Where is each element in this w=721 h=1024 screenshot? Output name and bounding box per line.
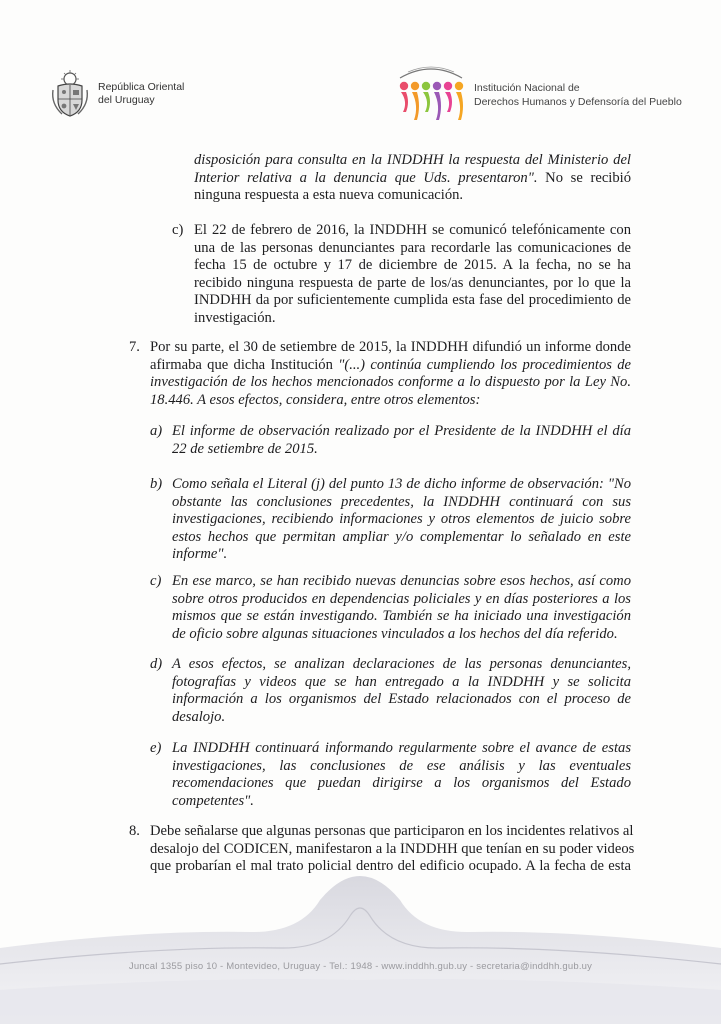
- text-line: [194, 170, 631, 188]
- item-7a: [172, 423, 631, 458]
- logo-figure-body: [445, 92, 452, 112]
- text-line: investigaciones, recibiendo informaciones y otros elementos de juicio sobre: [172, 511, 631, 528]
- item-7d-label: d): [150, 656, 163, 672]
- continuation-paragraph: [194, 152, 631, 205]
- logo-figure-head: [422, 82, 430, 90]
- text-line: competentes".: [172, 792, 254, 809]
- logo-figure-head: [455, 82, 463, 90]
- text-line: INDDHH da por suficientemente cumplida esta fase del procedimiento de: [194, 292, 631, 309]
- item-7b-label: b): [150, 476, 163, 492]
- paragraph-8-label: 8.: [129, 823, 140, 839]
- text-line: El informe de observación realizado por el Presidente de la INDDHH el día: [172, 423, 631, 439]
- logo-figure-body: [434, 92, 441, 120]
- footer-address: Juncal 1355 piso 10 - Montevideo, Uruguay - Tel.: 1948 - www.inddhh.gub.uy - secretaria@inddhh.gub.uy: [128, 961, 593, 972]
- item-7c: [172, 573, 631, 643]
- text-line: desalojo.: [172, 708, 226, 725]
- logo-figure-head: [433, 82, 441, 90]
- text-line: 18.446. A esos efectos, considera, entre otros elementos:: [150, 391, 481, 408]
- text-line: En ese marco, se han recibido nuevas denuncias sobre esos hechos, así como: [172, 573, 631, 589]
- text-line: informe".: [172, 546, 228, 563]
- text-line: ninguna respuesta a esta nueva comunicación.: [194, 187, 464, 204]
- header-right-line1: Institución Nacional de: [474, 82, 580, 94]
- text-span: Interior relativa a la denuncia que Uds. presentaron".: [194, 169, 538, 186]
- header-left-line1: República Oriental: [98, 81, 185, 93]
- text-span: afirmaba que dicha Institución: [150, 356, 339, 373]
- text-line: sobre otros producidos en dependencias policiales y en días posteriores a los: [172, 590, 631, 607]
- text-line: desalojo del CODICEN, manifestaron a la INDDHH que tenían en su poder videos: [150, 840, 635, 857]
- item-7d: [172, 656, 631, 726]
- text-line: disposición para consulta en la INDDHH la respuesta del Ministerio del: [194, 152, 631, 168]
- text-line: Debe señalarse que algunas personas que participaron en los incidentes relativos al: [150, 823, 634, 839]
- logo-figure-head: [400, 82, 408, 90]
- footer-decoration: [0, 860, 721, 1024]
- inddhh-logo-icon: [392, 62, 470, 128]
- header-uruguay: [50, 70, 184, 118]
- logo-figure-body: [412, 92, 419, 120]
- item-7c-label: c): [150, 573, 162, 589]
- item-7b: [172, 476, 631, 564]
- logo-figure-body: [401, 92, 408, 112]
- coat-of-arms-icon: [50, 70, 90, 118]
- text-line: investigación.: [194, 309, 276, 326]
- text-line: Como señala el Literal (j) del punto 13 de dicho informe de observación: "No: [172, 476, 631, 492]
- item-7e-label: e): [150, 740, 162, 756]
- header-left-line2: del Uruguay: [98, 94, 155, 106]
- logo-figure-head: [444, 82, 452, 90]
- text-line: 22 de setiembre de 2015.: [172, 440, 318, 457]
- item-7e: [172, 740, 631, 810]
- paragraph-7-label: 7.: [129, 339, 140, 355]
- text-line: [150, 357, 631, 375]
- item-c-paragraph: [194, 222, 631, 328]
- text-line: estos hechos que permitan ampliar y/o complementar lo señalado en este: [172, 528, 631, 545]
- logo-figure-body: [456, 92, 463, 120]
- text-line: La INDDHH continuará informando regularmente sobre el avance de estas: [172, 740, 631, 756]
- text-line: que probarían el mal trato policial dentro del edificio ocupado. A la fecha de esta: [150, 858, 631, 875]
- text-line: El 22 de febrero de 2016, la INDDHH se comunicó telefónicamente con: [194, 222, 631, 238]
- text-span: No se recibió: [537, 169, 631, 186]
- text-line: fotografías y videos que se han entregado a la INDDHH y se solicita: [172, 673, 631, 690]
- text-line: recibido ninguna respuesta de parte de los/as denunciantes, por lo que la: [194, 274, 631, 291]
- text-line: investigaciones, las conclusiones de ese análisis y las eventuales: [172, 757, 631, 774]
- text-line: de oficio sobre algunas situaciones vinculados a los hechos del día referido.: [172, 625, 618, 642]
- paragraph-7: [150, 339, 631, 409]
- logo-figure-head: [411, 82, 419, 90]
- logo-figure-body: [423, 92, 430, 112]
- text-line: Por su parte, el 30 de setiembre de 2015, la INDDHH difundió un informe donde: [150, 339, 631, 355]
- text-line: obstante las conclusiones precedentes, la INDDHH continuará con sus: [172, 493, 631, 510]
- text-line: una de las personas denunciantes para recordarle las comunicaciones de: [194, 239, 631, 256]
- item-7a-label: a): [150, 423, 163, 439]
- text-line: fecha 15 de octubre y 17 de diciembre de 2015. A la fecha, no se ha: [194, 257, 631, 274]
- text-span: "(...) continúa cumpliendo los procedimientos de: [338, 356, 632, 373]
- header-inddhh: [392, 62, 682, 128]
- header-right-line2: Derechos Humanos y Defensoría del Pueblo: [474, 96, 682, 108]
- text-line: recomendaciones que puedan dirigirse a los organismos del Estado: [172, 775, 631, 792]
- text-line: mismos que se están investigando. También se ha iniciado una investigación: [172, 608, 631, 625]
- item-c-label: c): [172, 222, 184, 238]
- text-line: A esos efectos, se analizan declaraciones de las personas denunciantes,: [172, 656, 631, 672]
- text-line: información a los organismos del Estado relacionados con el proceso de: [172, 691, 631, 708]
- text-line: investigación de los hechos mencionados conforme a lo dispuesto por la Ley No.: [150, 374, 631, 391]
